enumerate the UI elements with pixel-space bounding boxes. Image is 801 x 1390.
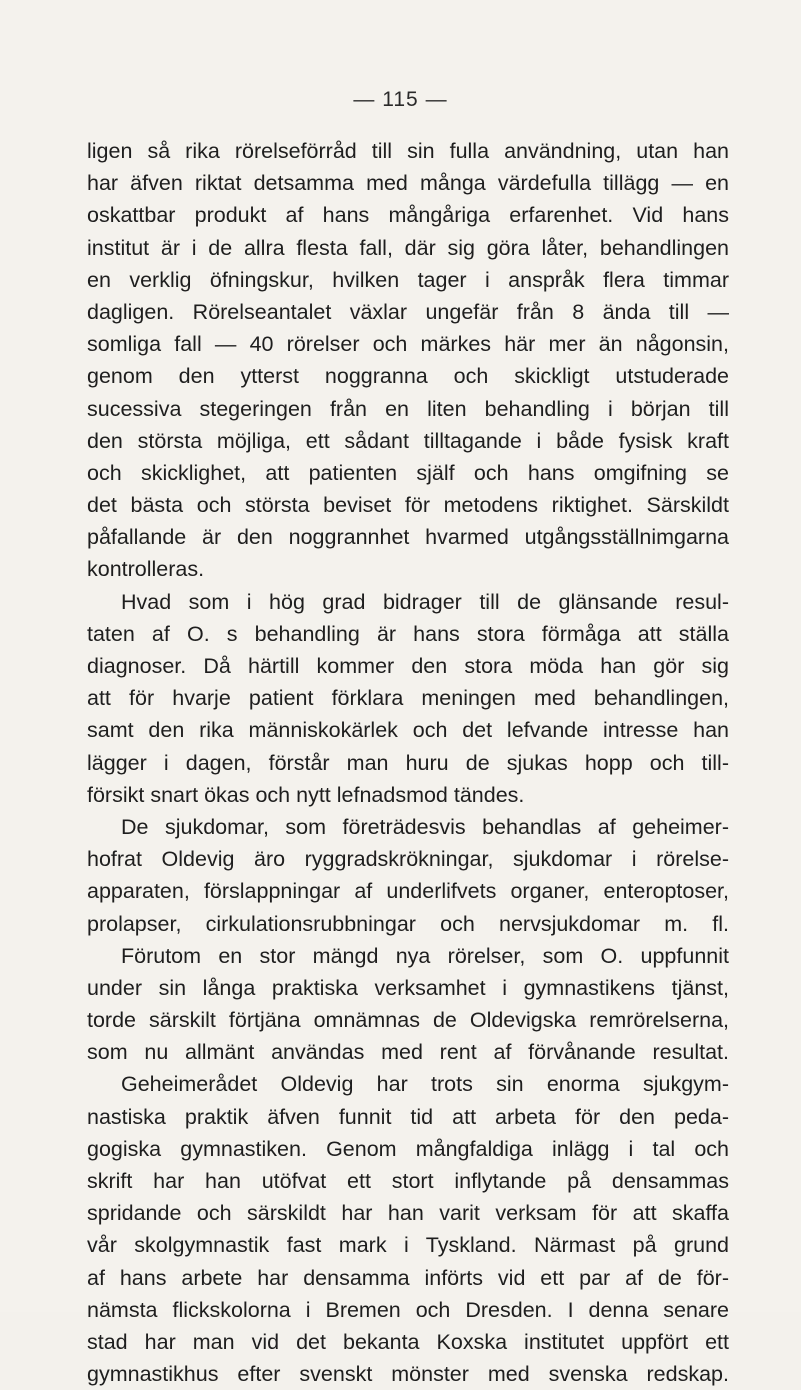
- text-line: gogiska gymnastiken. Genom mångfaldiga inlägg i tal och: [87, 1136, 729, 1161]
- text-line: den största möjliga, ett sådant tilltagande i både fysisk kraft: [87, 428, 729, 453]
- text-line: nämsta flickskolorna i Bremen och Dresden. I denna senare: [87, 1297, 729, 1322]
- text-line: och skicklighet, att patienten själf och hans omgifning se: [87, 460, 729, 485]
- text-line: kontrolleras.: [87, 557, 205, 582]
- page-number: — 115 —: [353, 88, 448, 111]
- text-line: De sjukdomar, som företrädesvis behandlas af geheimer-: [121, 814, 729, 839]
- text-line: af hans arbete har densamma införts vid ett par af de för-: [87, 1265, 729, 1290]
- text-line: sucessiva stegeringen från en liten behandling i början till: [87, 396, 729, 421]
- text-line: samt den rika människokärlek och det lefvande intresse han: [87, 718, 729, 743]
- text-line: Geheimerådet Oldevig har trots sin enorma sjukgym-: [121, 1072, 729, 1097]
- body-text: [87, 135, 729, 1390]
- text-line: ligen så rika rörelseförråd till sin fulla användning, utan han: [87, 139, 729, 163]
- text-line: vår skolgymnastik fast mark i Tyskland. Närmast på grund: [87, 1233, 729, 1258]
- text-line: Hvad som i hög grad bidrager till de glänsande resul-: [121, 589, 729, 614]
- text-line: genom den ytterst noggranna och skickligt utstuderade: [87, 364, 729, 389]
- text-line: apparaten, förslappningar af underlifvets organer, enteroptoser,: [87, 879, 729, 904]
- text-line: oskattbar produkt af hans mångåriga erfarenhet. Vid hans: [87, 203, 729, 228]
- text-line: en verklig öfningskur, hvilken tager i anspråk flera timmar: [87, 267, 729, 292]
- text-line: lägger i dagen, förstår man huru de sjukas hopp och till-: [87, 750, 729, 775]
- text-line: påfallande är den noggrannhet hvarmed utgångsställnimgarna: [87, 525, 729, 550]
- text-line: taten af O. s behandling är hans stora förmåga att ställa: [87, 621, 729, 646]
- text-line: gymnastikhus efter svenskt mönster med svenska redskap.: [87, 1362, 729, 1387]
- text-line: Förutom en stor mängd nya rörelser, som O. uppfunnit: [121, 943, 729, 968]
- text-line: somliga fall — 40 rörelser och märkes här mer än någonsin,: [87, 332, 729, 357]
- text-line: under sin långa praktiska verksamhet i gymnastikens tjänst,: [87, 975, 729, 1000]
- text-line: att för hvarje patient förklara meningen med behandlingen,: [87, 686, 729, 711]
- text-line: som nu allmänt användas med rent af förvånande resultat.: [87, 1040, 729, 1065]
- text-line: hofrat Oldevig äro ryggradskrökningar, sjukdomar i rörelse-: [87, 847, 729, 872]
- text-line: spridande och särskildt har han varit verksam för att skaffa: [87, 1201, 729, 1226]
- text-line: det bästa och största beviset för metodens riktighet. Särskildt: [87, 493, 729, 518]
- text-line: försikt snart ökas och nytt lefnadsmod tändes.: [87, 782, 525, 807]
- text-line: stad har man vid det bekanta Koxska institutet uppfört ett: [87, 1329, 729, 1354]
- text-line: prolapser, cirkulationsrubbningar och nervsjukdomar m. fl.: [87, 911, 729, 936]
- text-line: skrift har han utöfvat ett stort inflytande på densammas: [87, 1169, 729, 1193]
- text-line: har äfven riktat detsamma med många värdefulla tillägg — en: [87, 171, 729, 196]
- text-line: institut är i de allra flesta fall, där sig göra låter, behandlingen: [87, 235, 729, 260]
- text-line: diagnoser. Då härtill kommer den stora möda han gör sig: [87, 654, 729, 678]
- text-line: nastiska praktik äfven funnit tid att arbeta för den peda-: [87, 1104, 729, 1129]
- text-line: torde särskilt förtjäna omnämnas de Oldevigska remrörelserna,: [87, 1008, 729, 1033]
- text-line: dagligen. Rörelseantalet växlar ungefär från 8 ända till —: [87, 299, 729, 324]
